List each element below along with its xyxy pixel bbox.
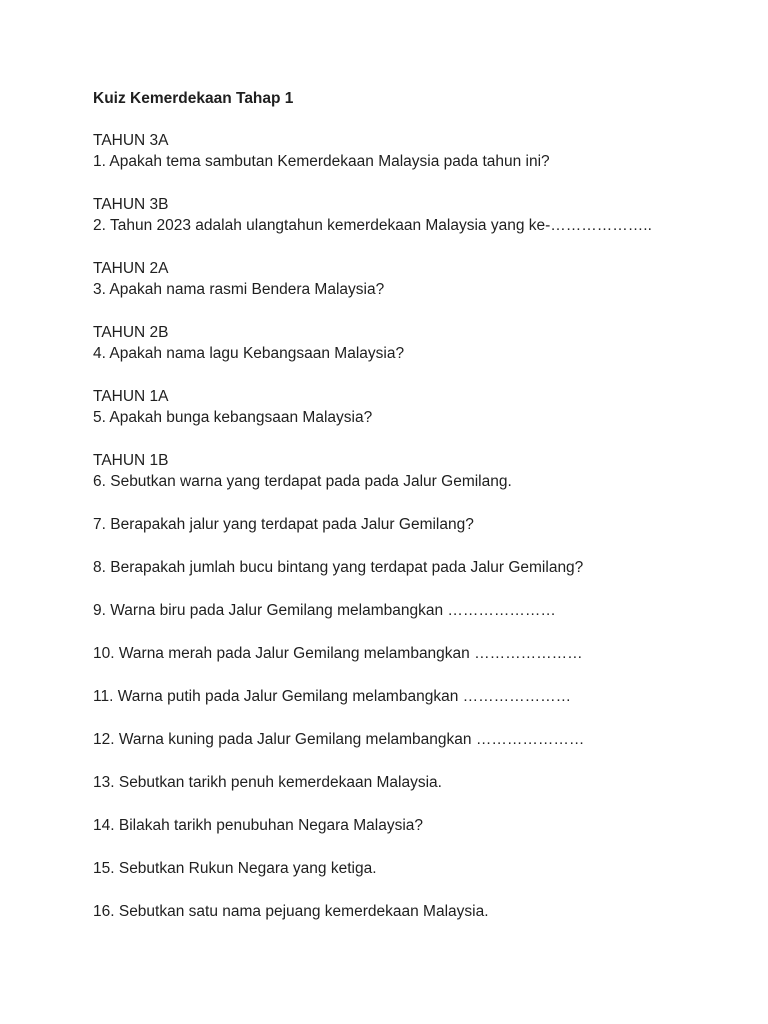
question-16: 16. Sebutkan satu nama pejuang kemerdekaan Malaysia. [93, 903, 489, 920]
question-text: 3. Apakah nama rasmi Bendera Malaysia? [93, 281, 385, 298]
section-tahun-2a [93, 258, 733, 300]
question-10: 10. Warna merah pada Jalur Gemilang melambangkan ………………… [93, 645, 583, 662]
document-page [93, 88, 733, 922]
question-text: 5. Apakah bunga kebangsaan Malaysia? [93, 409, 373, 426]
section-tahun-1a [93, 386, 733, 428]
section-tahun-3b [93, 194, 733, 236]
question-11: 11. Warna putih pada Jalur Gemilang melambangkan ………………… [93, 688, 572, 705]
class-label: TAHUN 2A [93, 260, 169, 277]
class-label: TAHUN 2B [93, 324, 169, 341]
class-label: TAHUN 3B [93, 196, 169, 213]
question-15: 15. Sebutkan Rukun Negara yang ketiga. [93, 860, 377, 877]
question-text: 1. Apakah tema sambutan Kemerdekaan Malaysia pada tahun ini? [93, 153, 550, 170]
section-tahun-3a [93, 130, 733, 172]
question-text: 2. Tahun 2023 adalah ulangtahun kemerdekaan Malaysia yang ke-……………….. [93, 217, 652, 234]
question-8: 8. Berapakah jumlah bucu bintang yang terdapat pada Jalur Gemilang? [93, 559, 584, 576]
document-title: Kuiz Kemerdekaan Tahap 1 [93, 90, 294, 107]
question-7: 7. Berapakah jalur yang terdapat pada Jalur Gemilang? [93, 516, 474, 533]
question-text: 4. Apakah nama lagu Kebangsaan Malaysia? [93, 345, 405, 362]
question-13: 13. Sebutkan tarikh penuh kemerdekaan Malaysia. [93, 774, 442, 791]
question-12: 12. Warna kuning pada Jalur Gemilang melambangkan ………………… [93, 731, 585, 748]
class-label: TAHUN 1A [93, 388, 169, 405]
section-tahun-2b [93, 322, 733, 364]
question-14: 14. Bilakah tarikh penubuhan Negara Malaysia? [93, 817, 424, 834]
question-9: 9. Warna biru pada Jalur Gemilang melambangkan ………………… [93, 602, 556, 619]
class-label: TAHUN 1B [93, 452, 169, 469]
question-text: 6. Sebutkan warna yang terdapat pada pada Jalur Gemilang. [93, 473, 512, 490]
class-label: TAHUN 3A [93, 132, 169, 149]
section-tahun-1b [93, 450, 733, 492]
